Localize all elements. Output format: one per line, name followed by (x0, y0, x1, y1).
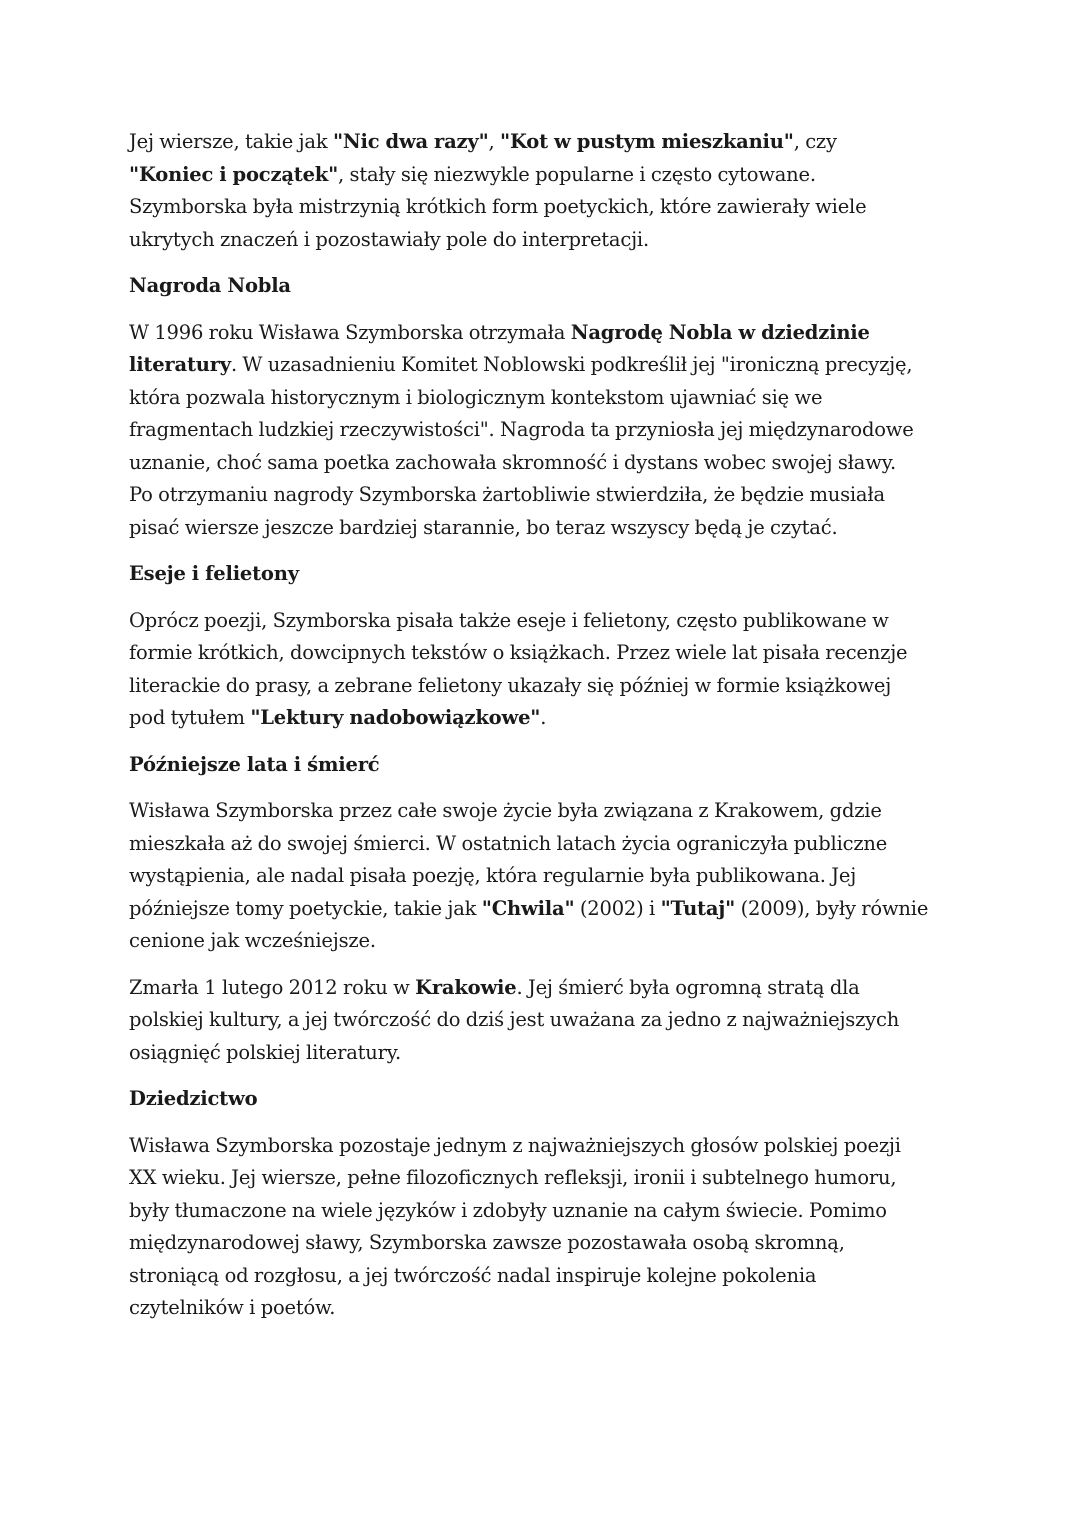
bold-text: "Koniec i początek" (129, 162, 339, 186)
section-heading: Eseje i felietony (129, 562, 299, 585)
text-line (129, 1004, 969, 1037)
bold-text: Nagrodę Nobla w dziedzinie (570, 320, 870, 344)
text-line (129, 893, 969, 926)
text-line (129, 126, 969, 159)
text-line (129, 1227, 969, 1260)
text-segment: stroniącą od rozgłosu, a jej twórczość nadal inspiruje kolejne pokolenia (129, 1263, 817, 1287)
section-paragraph (129, 317, 969, 545)
bold-text: "Tutaj" (660, 896, 736, 920)
text-line (129, 512, 969, 545)
text-line (129, 414, 969, 447)
text-line (129, 224, 969, 257)
text-line (129, 1162, 969, 1195)
section-paragraph (129, 795, 969, 958)
bold-text: "Chwila" (481, 896, 575, 920)
text-line (129, 925, 969, 958)
text-line (129, 191, 969, 224)
document-page (129, 126, 969, 1339)
text-segment: późniejsze tomy poetyckie, takie jak (129, 896, 482, 920)
text-segment: (2009), były równie (735, 896, 929, 920)
section-paragraph (129, 972, 969, 1070)
text-line (129, 317, 969, 350)
text-segment: były tłumaczone na wiele języków i zdobyły uznanie na całym świecie. Pomimo (129, 1198, 887, 1222)
text-segment: literackie do prasy, a zebrane felietony ukazały się później w formie książkowej (129, 673, 892, 697)
text-line (129, 1195, 969, 1228)
text-segment: (2002) i (574, 896, 661, 920)
text-line (129, 1037, 969, 1070)
text-segment: pod tytułem (129, 706, 251, 729)
text-segment: formie krótkich, dowcipnych tekstów o książkach. Przez wiele lat pisała recenzje (129, 641, 908, 664)
text-line (129, 1292, 969, 1325)
text-line (129, 447, 969, 480)
text-segment: Oprócz poezji, Szymborska pisała także eseje i felietony, często publikowane w (129, 608, 889, 632)
section-heading: Późniejsze lata i śmierć (129, 752, 380, 776)
text-line (129, 605, 969, 638)
text-segment: . Jej śmierć była ogromną stratą dla (516, 975, 860, 999)
text-segment: Zmarła 1 lutego 2012 roku w (129, 975, 416, 999)
text-segment: czytelników i poetów. (129, 1296, 336, 1319)
text-line (129, 828, 969, 861)
text-segment: która pozwala historycznym i biologicznym kontekstom ujawniać się we (129, 385, 823, 409)
text-line (129, 1130, 969, 1163)
text-segment: międzynarodowej sławy, Szymborska zawsze pozostawała osobą skromną, (129, 1231, 845, 1254)
text-line (129, 479, 969, 512)
text-line (129, 795, 969, 828)
bold-text: literatury (129, 353, 231, 376)
text-segment: osiągnięć polskiej literatury. (129, 1040, 401, 1064)
text-segment: Wisława Szymborska pozostaje jednym z najważniejszych głosów polskiej poezji (129, 1133, 901, 1157)
text-line (129, 349, 969, 382)
text-line (129, 1260, 969, 1293)
text-line (129, 972, 969, 1005)
text-segment: polskiej kultury, a jej twórczość do dziś jest uważana za jedno z najważniejszych (129, 1008, 900, 1031)
text-line (129, 637, 969, 670)
text-segment: , (488, 130, 501, 153)
text-line (129, 670, 969, 703)
section-heading: Nagroda Nobla (129, 274, 291, 297)
text-segment: pisać wiersze jeszcze bardziej starannie, bo teraz wszyscy będą je czytać. (129, 515, 838, 539)
intro-paragraph (129, 126, 969, 256)
bold-text: "Lektury nadobowiązkowe" (250, 706, 541, 729)
text-segment: cenione jak wcześniejsze. (129, 929, 376, 952)
section-heading: Dziedzictwo (129, 1087, 258, 1110)
document-sections (129, 270, 969, 1325)
text-segment: . (540, 706, 547, 729)
bold-text: "Nic dwa razy" (332, 130, 489, 153)
text-line (129, 702, 969, 735)
text-segment: Wisława Szymborska przez całe swoje życie była związana z Krakowem, gdzie (129, 799, 882, 822)
text-segment: XX wieku. Jej wiersze, pełne filozoficznych refleksji, ironii i subtelnego humoru, (129, 1166, 897, 1189)
text-segment: fragmentach ludzkiej rzeczywistości". Nagroda ta przyniosła jej międzynarodowe (129, 418, 914, 441)
section-paragraph (129, 1130, 969, 1325)
text-segment: , czy (793, 130, 837, 153)
section-paragraph (129, 605, 969, 735)
text-line (129, 382, 969, 415)
text-segment: W 1996 roku Wisława Szymborska otrzymała (129, 320, 571, 344)
text-segment: mieszkała aż do swojej śmierci. W ostatnich latach życia ograniczyła publiczne (129, 831, 888, 855)
text-segment: wystąpienia, ale nadal pisała poezję, która regularnie była publikowana. Jej (129, 864, 857, 887)
text-segment: Szymborska była mistrzynią krótkich form poetyckich, które zawierały wiele (129, 195, 867, 218)
text-segment: uznanie, choć sama poetka zachowała skromność i dystans wobec swojej sławy. (129, 450, 896, 474)
text-line (129, 860, 969, 893)
bold-text: Krakowie (415, 975, 517, 999)
text-segment: Po otrzymaniu nagrody Szymborska żartobliwie stwierdziła, że będzie musiała (129, 483, 885, 506)
text-segment: , stały się niezwykle popularne i często cytowane. (338, 162, 816, 186)
text-line (129, 159, 969, 192)
text-segment: Jej wiersze, takie jak (129, 130, 333, 153)
bold-text: "Kot w pustym mieszkaniu" (500, 130, 794, 153)
text-segment: ukrytych znaczeń i pozostawiały pole do interpretacji. (129, 227, 649, 251)
text-segment: . W uzasadnieniu Komitet Noblowski podkreślił jej "ironiczną precyzję, (230, 353, 913, 376)
